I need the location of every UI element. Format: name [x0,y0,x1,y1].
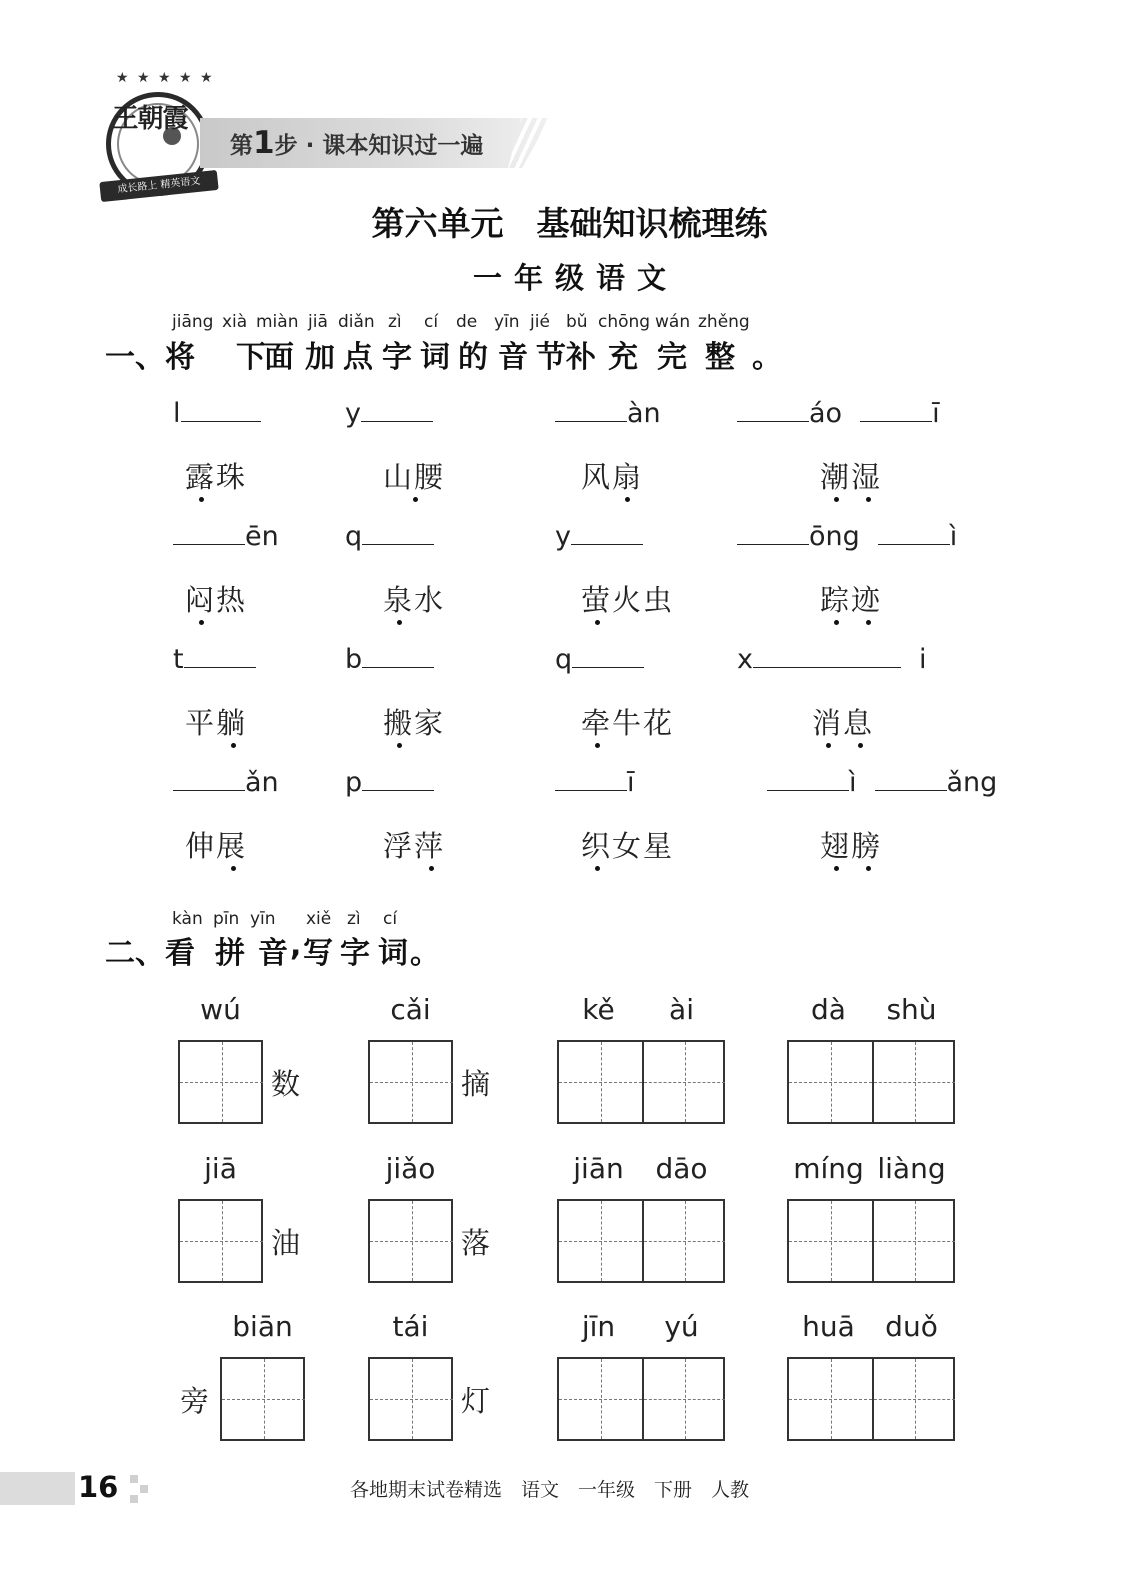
emphasis-dot [866,866,871,871]
heading-char: 面 [264,340,294,375]
pinyin-fill-blank [555,762,635,798]
page-title: 第六单元 基础知识梳理练 [371,204,768,243]
pinyin-hint: àn [627,398,661,429]
pinyin-label: kě [582,993,615,1026]
answer-blank [875,762,947,791]
heading-char: 拼 [215,936,245,971]
logo-ribbon: 成长路上 精英语文 [99,170,218,202]
section1-heading-pinyin [0,312,1139,334]
pinyin-hint: q [345,521,363,552]
vocabulary-word: 牵牛花 [581,706,675,740]
answer-blank [878,516,950,545]
answer-blank [173,516,245,545]
pinyin-fill-blank [555,393,661,429]
grid-cell [789,1201,872,1281]
pinyin-fill-blank [173,762,279,798]
pinyin-label: biān [232,1310,293,1343]
writing-grid [220,1357,305,1441]
vocabulary-word: 浮萍 [383,829,446,863]
answer-blank [737,516,809,545]
grid-cell [559,1201,642,1281]
pinyin-syllable: jiā [308,312,328,332]
pinyin-hint: ōng [809,521,860,552]
answer-blank [181,393,261,422]
answer-blank [555,762,627,791]
heading-char: 词 [378,936,408,971]
vocabulary-word: 踪迹 [820,583,883,617]
grid-cell [222,1359,305,1439]
pinyin-syllable: kàn [172,909,203,929]
pinyin-label: shù [886,993,937,1026]
emphasis-dot [834,497,839,502]
pinyin-fill-blank [737,516,957,552]
vocabulary-word: 消息 [812,706,875,740]
given-character: 落 [461,1226,491,1260]
emphasis-dot [595,743,600,748]
footer-decor [130,1495,138,1503]
grid-cell [872,1042,955,1122]
pinyin-hint: ì [949,521,958,552]
step-label: 第1步 · 课本知识过一遍 [230,125,484,161]
grid-cell [559,1359,642,1439]
section1-heading [0,332,1139,375]
answer-blank [767,762,849,791]
emphasis-dot [595,866,600,871]
grid-cell [559,1042,642,1122]
heading-char: 加 [305,340,335,375]
pinyin-syllable: zì [388,312,402,332]
vocabulary-word: 织女星 [581,829,675,863]
vocabulary-word: 风扇 [581,460,644,494]
vocabulary-word: 泉水 [383,583,446,617]
writing-grid [557,1357,725,1441]
heading-char: 字 [340,936,370,971]
heading-char: 的 [458,340,488,375]
heading-char: 点 [343,340,373,375]
given-character: 摘 [461,1067,491,1101]
pinyin-hint: t [173,644,184,675]
pinyin-label: dāo [655,1152,708,1185]
grid-cell [180,1201,263,1281]
answer-blank [753,639,827,668]
writing-grid [787,1040,955,1124]
answer-blank [362,516,434,545]
heading-char: 字 [382,340,412,375]
given-character: 油 [271,1226,301,1260]
writing-grid [178,1199,263,1283]
vocabulary-word: 露珠 [185,460,248,494]
given-character: 数 [271,1067,301,1101]
writing-grid [557,1040,725,1124]
pinyin-label: míng [793,1152,864,1185]
given-character: 旁 [180,1384,210,1418]
footer-text: 各地期末试卷精选 语文 一年级 下册 人教 [350,1479,750,1501]
emphasis-dot [199,497,204,502]
heading-char: 下 [236,340,266,375]
pinyin-label: jīn [581,1310,616,1343]
pinyin-syllable: wán [655,312,691,332]
pinyin-syllable: cí [424,312,439,332]
pinyin-hint: l [173,398,181,429]
emphasis-dot [231,743,236,748]
emphasis-dot [397,743,402,748]
emphasis-dot [826,743,831,748]
writing-grid [368,1357,453,1441]
pinyin-fill-blank [173,516,279,552]
vocabulary-word: 搬家 [383,706,446,740]
pinyin-label: duǒ [885,1310,938,1343]
answer-blank [737,393,809,422]
pinyin-syllable: zhěng [698,312,750,332]
pinyin-syllable: yīn [250,909,276,929]
star-icons: ★ ★ ★ ★ ★ [116,70,215,86]
given-character: 灯 [461,1384,491,1418]
pinyin-hint: b [345,644,363,675]
grid-cell [370,1042,453,1122]
answer-blank [571,516,643,545]
heading-char: 充 [608,340,638,375]
pinyin-hint: y [555,521,571,552]
grid-cell [642,1359,725,1439]
emphasis-dot [429,866,434,871]
pinyin-label: wú [200,993,241,1026]
answer-blank [362,762,434,791]
pinyin-label: jiān [573,1152,624,1185]
pinyin-hint: x [737,644,753,675]
writing-grid [178,1040,263,1124]
pinyin-label: jiā [204,1152,237,1185]
pinyin-syllable: yīn [494,312,520,332]
pinyin-fill-blank [555,639,644,675]
pinyin-fill-blank [737,762,997,798]
vocabulary-word: 翅膀 [820,829,883,863]
section2-heading [0,928,1139,971]
heading-char: 。 [410,936,440,971]
answer-blank [572,639,644,668]
pinyin-syllable: xiě [306,909,332,929]
vocabulary-word: 潮湿 [820,460,883,494]
heading-char: 二、看 [105,936,195,971]
answer-blank [184,639,256,668]
answer-blank [362,639,434,668]
writing-grid [557,1199,725,1283]
heading-char: 音 [258,936,288,971]
pinyin-hint: q [555,644,573,675]
emphasis-dot [866,620,871,625]
pinyin-label: jiǎo [385,1152,436,1185]
pinyin-fill-blank [345,393,433,429]
pinyin-syllable: chōng [598,312,651,332]
vocabulary-word: 平躺 [185,706,248,740]
emphasis-dot [413,497,418,502]
emphasis-dot [866,497,871,502]
writing-grid [787,1357,955,1441]
grid-cell [180,1042,263,1122]
pinyin-hint: y [345,398,361,429]
pinyin-syllable: xià [222,312,248,332]
pinyin-fill-blank [345,516,434,552]
emphasis-dot [834,620,839,625]
writing-grid [787,1199,955,1283]
vocabulary-word: 伸展 [185,829,248,863]
pinyin-syllable: pīn [213,909,240,929]
pinyin-label: cǎi [390,993,431,1026]
heading-char: 节 [536,340,566,375]
writing-grid [368,1040,453,1124]
heading-char: , [290,928,302,963]
pinyin-label: ài [669,993,694,1026]
pinyin-hint: ī [627,767,635,798]
emphasis-dot [595,620,600,625]
emphasis-dot [625,497,630,502]
page-subtitle: 一年级语文 [472,261,678,295]
heading-char: 词 [420,340,450,375]
footer-bar [0,1472,75,1505]
pinyin-label: dà [811,993,846,1026]
logo-name: 王朝霞 [112,104,188,134]
pinyin-syllable: jié [530,312,550,332]
pinyin-syllable: de [456,312,478,332]
writing-grid [368,1199,453,1283]
footer-decor [140,1485,148,1493]
pinyin-hint: ī [932,398,940,429]
pinyin-label: liàng [877,1152,946,1185]
grid-cell [642,1042,725,1122]
pinyin-syllable: cí [383,909,398,929]
pinyin-syllable: miàn [256,312,299,332]
answer-blank [555,393,627,422]
pinyin-fill-blank [345,762,434,798]
pinyin-fill-blank [173,393,261,429]
pinyin-fill-blank [737,639,927,675]
grid-cell [789,1042,872,1122]
heading-char: 整 [705,340,735,375]
answer-blank [361,393,433,422]
grid-cell [370,1201,453,1281]
grid-cell [642,1201,725,1281]
pinyin-label: tái [392,1310,429,1343]
pinyin-hint: ì [849,767,857,798]
emphasis-dot [231,866,236,871]
pinyin-syllable: jiāng [172,312,214,332]
pinyin-hint: p [345,767,363,798]
grid-cell [872,1201,955,1281]
pinyin-hint: áo [809,398,843,429]
pinyin-fill-blank [555,516,643,552]
page-number: 16 [78,1470,119,1504]
emphasis-dot [397,620,402,625]
pinyin-hint: i [918,644,927,675]
pinyin-hint: ēn [245,521,279,552]
grid-cell [872,1359,955,1439]
footer-decor [130,1475,138,1483]
pinyin-syllable: bǔ [566,312,588,332]
grid-cell [370,1359,453,1439]
answer-blank [860,393,932,422]
heading-char: 写 [303,936,333,971]
heading-char: 。 [752,340,782,375]
heading-char: 补 [566,340,596,375]
step-number: 1 [253,125,275,161]
pinyin-fill-blank [737,393,940,429]
pinyin-label: yú [664,1310,699,1343]
pinyin-syllable: zì [347,909,361,929]
answer-blank [173,762,245,791]
grid-cell [789,1359,872,1439]
vocabulary-word: 山腰 [383,460,446,494]
pinyin-syllable: diǎn [338,312,375,332]
heading-char: 完 [657,340,687,375]
pinyin-label: huā [802,1310,855,1343]
pinyin-hint: ǎn [245,767,279,798]
pinyin-fill-blank [345,639,434,675]
vocabulary-word: 萤火虫 [581,583,675,617]
pinyin-fill-blank [173,639,256,675]
emphasis-dot [834,866,839,871]
heading-char: 音 [498,340,528,375]
emphasis-dot [858,743,863,748]
emphasis-dot [199,620,204,625]
vocabulary-word: 闷热 [185,583,248,617]
answer-blank [827,639,901,668]
pinyin-hint: ǎng [946,767,998,798]
heading-char: 一、将 [105,340,195,375]
